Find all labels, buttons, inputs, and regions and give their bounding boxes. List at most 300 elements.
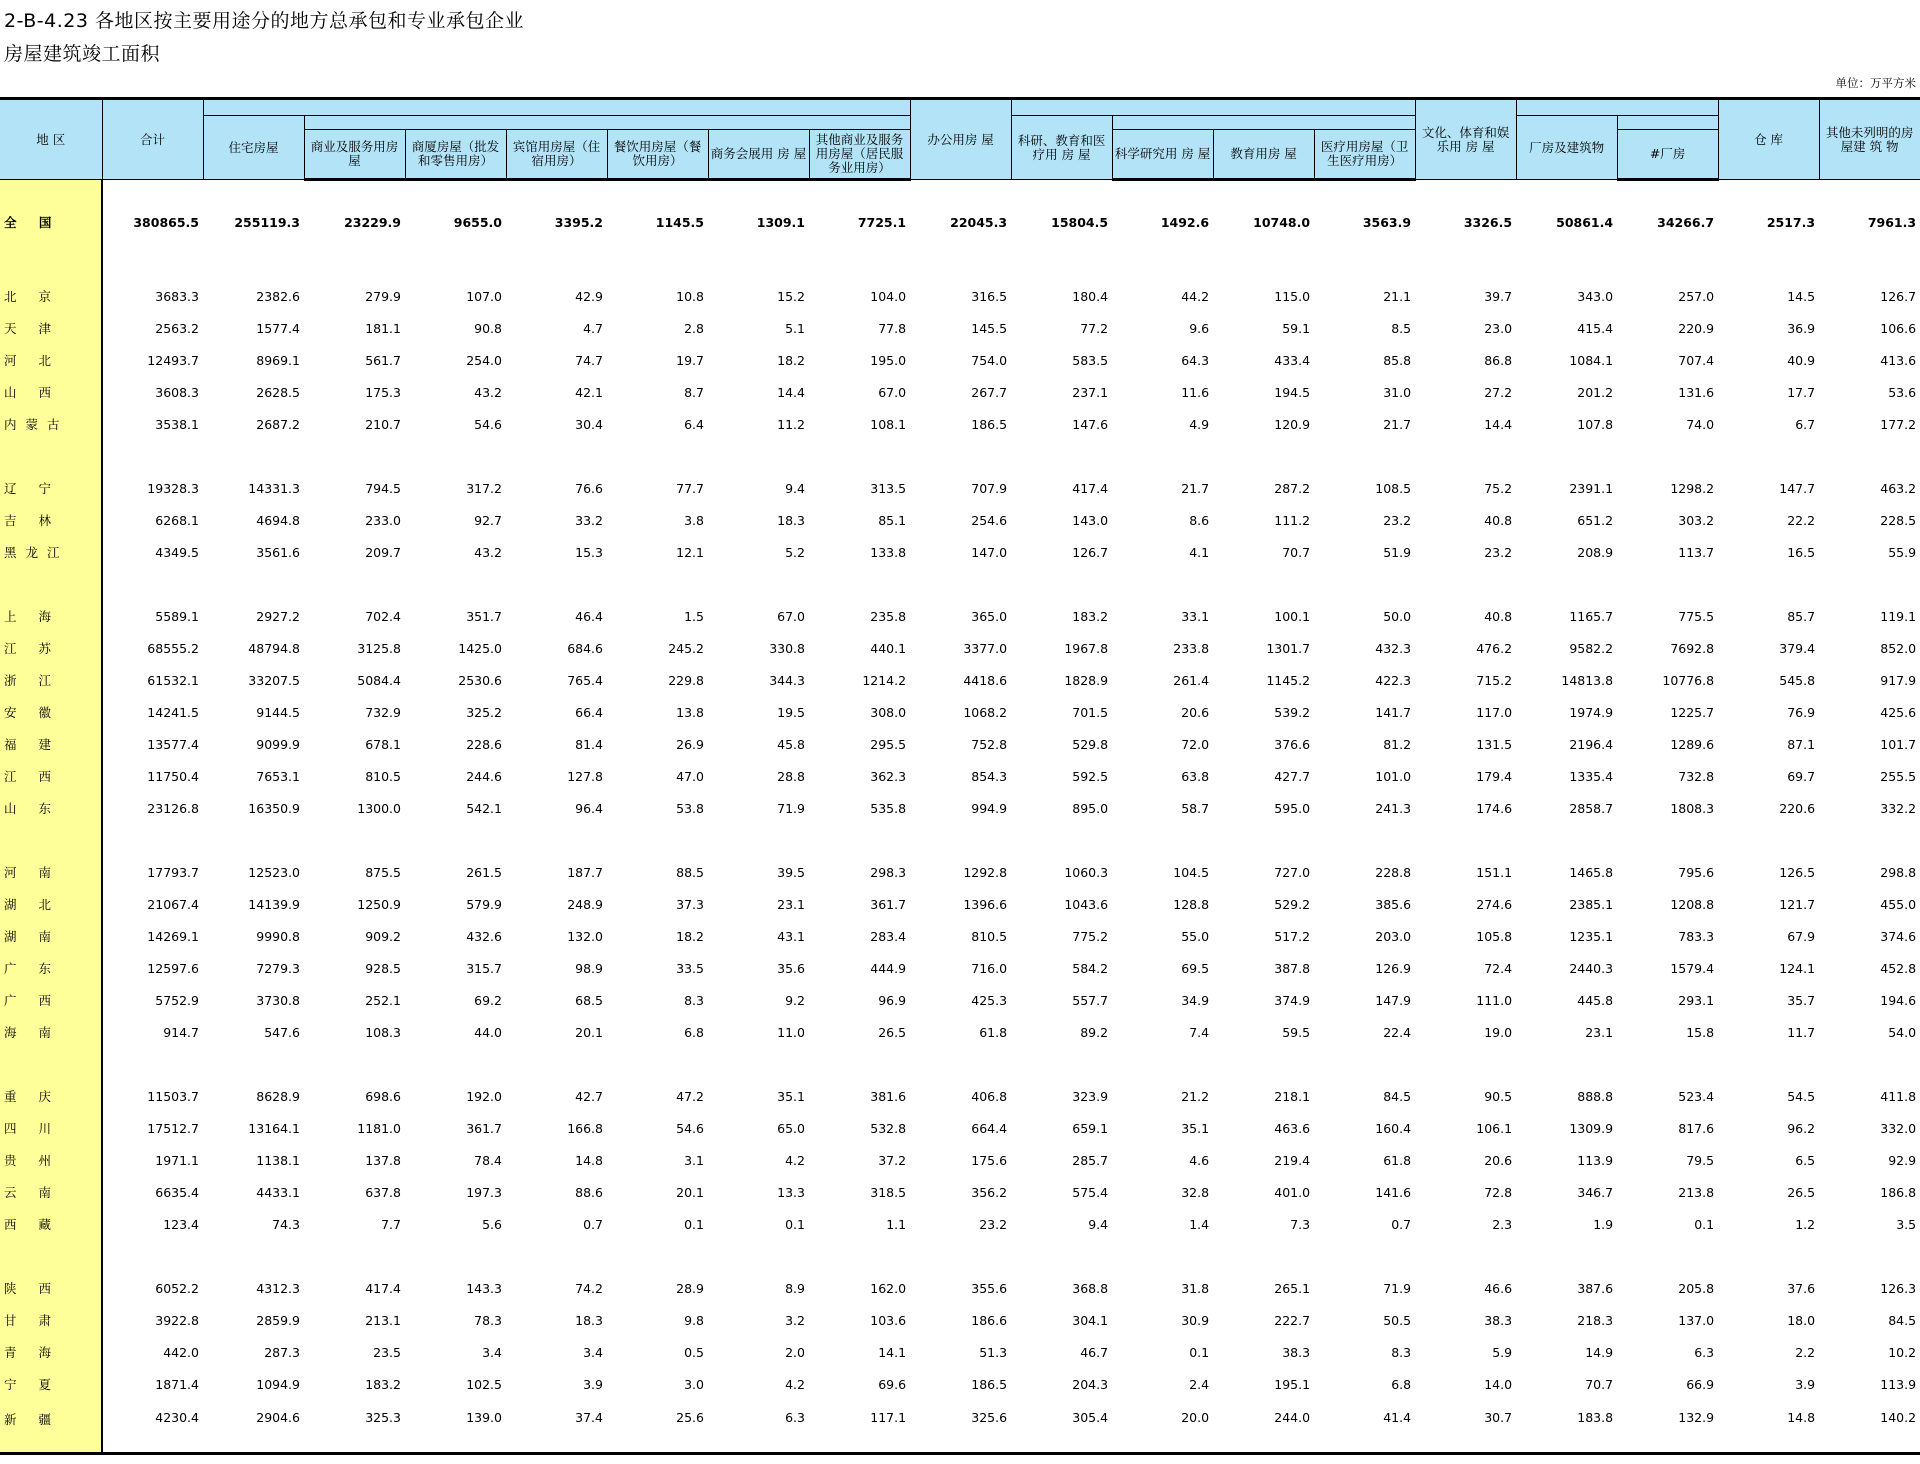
value-cell: 727.0	[1274, 864, 1311, 880]
value-cell: 13.3	[777, 1184, 805, 1200]
value-cell: 16350.9	[248, 800, 300, 816]
value-cell: 1309.1	[756, 214, 805, 230]
value-cell: 1068.2	[963, 704, 1008, 720]
value-cell: 1309.9	[1569, 1120, 1614, 1136]
value-cell: 255.5	[1880, 768, 1917, 784]
value-cell: 305.4	[1011, 1400, 1112, 1454]
value-cell: 1165.7	[1569, 608, 1614, 624]
value-cell: 228.6	[466, 736, 502, 752]
table-row	[0, 760, 1920, 792]
value-cell: 732.9	[365, 704, 401, 720]
value-cell: 192.0	[466, 1088, 502, 1104]
value-cell: 175.3	[365, 384, 401, 400]
value-cell: 452.8	[1880, 960, 1917, 976]
value-cell: 304.1	[1072, 1312, 1109, 1328]
value-cell: 3730.8	[256, 992, 300, 1008]
value-cell: 374.9	[1274, 992, 1311, 1008]
value-cell: 14.4	[1484, 416, 1513, 432]
value-cell: 2391.1	[1569, 480, 1614, 496]
value-cell: 257.0	[1678, 288, 1715, 304]
value-cell: 9655.0	[453, 214, 502, 230]
header-spacer-sci-sub	[1112, 116, 1415, 130]
table-row	[0, 1400, 1920, 1454]
value-cell: 1300.0	[357, 800, 401, 816]
value-cell: 287.3	[264, 1344, 300, 1360]
table-row	[0, 1112, 1920, 1144]
value-cell: 532.8	[870, 1120, 907, 1136]
header-total: 合计	[102, 99, 203, 180]
region-name: 上 海	[0, 600, 102, 632]
region-name: 江 苏	[0, 632, 102, 664]
value-cell: 2382.6	[256, 288, 300, 304]
value-cell: 27.2	[1484, 384, 1513, 400]
value-cell: 16.5	[1787, 544, 1816, 560]
value-cell: 89.2	[1080, 1024, 1109, 1040]
value-cell: 104.0	[870, 288, 907, 304]
table-row	[0, 600, 1920, 632]
value-cell: 287.2	[1274, 480, 1311, 496]
value-cell: 113.9	[1880, 1376, 1917, 1392]
region-name: 辽 宁	[0, 472, 102, 504]
table-row	[0, 952, 1920, 984]
value-cell: 69.6	[878, 1376, 907, 1392]
value-cell: 233.0	[365, 512, 401, 528]
value-cell: 183.2	[365, 1376, 401, 1392]
value-cell: 7279.3	[256, 960, 300, 976]
region-name: 西 藏	[0, 1208, 102, 1240]
value-cell: 77.2	[1080, 320, 1109, 336]
value-cell: 4433.1	[256, 1184, 300, 1200]
value-cell: 254.6	[971, 512, 1008, 528]
value-cell: 106.1	[1476, 1120, 1513, 1136]
value-cell: 994.9	[971, 800, 1008, 816]
value-cell: 30.4	[575, 416, 603, 432]
value-cell: 1225.7	[1670, 704, 1715, 720]
value-cell: 67.9	[1787, 928, 1816, 944]
value-cell: 35.1	[777, 1088, 805, 1104]
value-cell: 476.2	[1476, 640, 1513, 656]
value-cell: 92.9	[1888, 1152, 1917, 1168]
table-header	[0, 99, 1920, 180]
table-row	[0, 920, 1920, 952]
value-cell: 1145.5	[655, 214, 704, 230]
value-cell: 8969.1	[256, 352, 300, 368]
value-cell: 3.0	[684, 1376, 704, 1392]
value-cell: 37.6	[1787, 1280, 1816, 1296]
region-name: 山 西	[0, 376, 102, 408]
value-cell: 1971.1	[155, 1152, 199, 1168]
value-cell: 8.3	[1391, 1344, 1412, 1360]
value-cell: 90.8	[474, 320, 502, 336]
value-cell: 43.2	[474, 384, 502, 400]
value-cell: 325.3	[304, 1400, 405, 1454]
region-name: 吉 林	[0, 504, 102, 536]
value-cell: 34266.7	[1657, 214, 1715, 230]
value-cell: 96.9	[878, 992, 907, 1008]
value-cell: 124.1	[1779, 960, 1816, 976]
value-cell: 1.5	[684, 608, 704, 624]
value-cell: 1.9	[1593, 1216, 1614, 1232]
value-cell: 7.3	[1290, 1216, 1311, 1232]
value-cell: 0.5	[684, 1344, 704, 1360]
spacer-row	[0, 180, 1920, 197]
value-cell: 147.0	[971, 544, 1008, 560]
value-cell: 13577.4	[147, 736, 199, 752]
value-cell: 35.1	[1181, 1120, 1210, 1136]
value-cell: 201.2	[1577, 384, 1614, 400]
header-commercial-sub-2: 宾馆用房屋（住宿用房）	[506, 130, 607, 180]
region-name: 广 西	[0, 984, 102, 1016]
value-cell: 5.6	[482, 1216, 502, 1232]
value-cell: 23.2	[1383, 512, 1412, 528]
region-cell-empty	[0, 1048, 102, 1080]
value-cell: 11503.7	[147, 1088, 199, 1104]
header-commercial-sub-4: 商务会展用 房 屋	[708, 130, 809, 180]
value-cell: 5752.9	[155, 992, 199, 1008]
value-cell: 3377.0	[963, 640, 1008, 656]
value-cell: 8.9	[785, 1280, 805, 1296]
value-cell: 356.2	[971, 1184, 1008, 1200]
value-cell: 181.1	[365, 320, 401, 336]
value-cell: 2628.5	[256, 384, 300, 400]
value-cell: 2687.2	[256, 416, 300, 432]
value-cell: 14331.3	[248, 480, 300, 496]
value-cell: 6.7	[1795, 416, 1816, 432]
value-cell: 433.4	[1274, 352, 1311, 368]
value-cell: 298.8	[1880, 864, 1917, 880]
value-cell: 463.6	[1274, 1120, 1311, 1136]
table-row	[0, 696, 1920, 728]
value-cell: 2196.4	[1569, 736, 1614, 752]
value-cell: 914.7	[163, 1024, 199, 1040]
value-cell: 1292.8	[963, 864, 1008, 880]
value-cell: 64.3	[1181, 352, 1210, 368]
value-cell: 406.8	[971, 1088, 1008, 1104]
value-cell: 19.7	[676, 352, 704, 368]
value-cell: 22045.3	[950, 214, 1008, 230]
value-cell: 332.0	[1880, 1120, 1917, 1136]
value-cell: 78.4	[474, 1152, 502, 1168]
value-cell: 106.6	[1880, 320, 1917, 336]
value-cell: 2385.1	[1569, 896, 1614, 912]
value-cell: 23.5	[373, 1344, 401, 1360]
value-cell: 561.7	[365, 352, 401, 368]
value-cell: 1181.0	[357, 1120, 401, 1136]
value-cell: 33.1	[1181, 608, 1210, 624]
value-cell: 415.4	[1577, 320, 1614, 336]
spacer-row	[0, 1240, 1920, 1272]
value-cell: 222.7	[1274, 1312, 1311, 1328]
value-cell: 121.7	[1779, 896, 1816, 912]
value-cell: 126.7	[1072, 544, 1109, 560]
value-cell: 8.3	[684, 992, 704, 1008]
value-cell: 162.0	[870, 1280, 907, 1296]
header-spacer-factory	[1516, 99, 1718, 116]
value-cell: 1.4	[1189, 1216, 1210, 1232]
value-cell: 2858.7	[1569, 800, 1614, 816]
value-cell: 637.8	[365, 1184, 401, 1200]
value-cell: 5084.4	[357, 672, 401, 688]
unit-label: 单位：万平方米	[1835, 76, 1916, 90]
value-cell: 67.0	[878, 384, 907, 400]
value-cell: 92.7	[474, 512, 502, 528]
value-cell: 18.2	[676, 928, 704, 944]
value-cell: 103.6	[870, 1312, 907, 1328]
value-cell: 183.8	[1516, 1400, 1617, 1454]
value-cell: 51.9	[1383, 544, 1412, 560]
value-cell: 197.3	[466, 1184, 502, 1200]
value-cell: 255119.3	[234, 214, 300, 230]
value-cell: 1465.8	[1569, 864, 1614, 880]
value-cell: 141.6	[1375, 1184, 1412, 1200]
value-cell: 1967.8	[1064, 640, 1109, 656]
value-cell: 9.6	[1189, 320, 1210, 336]
value-cell: 115.0	[1274, 288, 1311, 304]
value-cell: 678.1	[365, 736, 401, 752]
value-cell: 3.5	[1896, 1216, 1917, 1232]
value-cell: 1425.0	[458, 640, 502, 656]
region-cell-empty	[0, 180, 102, 197]
value-cell: 54.0	[1888, 1024, 1917, 1040]
value-cell: 213.8	[1678, 1184, 1715, 1200]
value-cell: 37.4	[506, 1400, 607, 1454]
value-cell: 15.3	[575, 544, 603, 560]
value-cell: 702.4	[365, 608, 401, 624]
value-cell: 244.0	[1213, 1400, 1314, 1454]
region-name: 贵 州	[0, 1144, 102, 1176]
table-row	[0, 536, 1920, 568]
value-cell: 233.8	[1173, 640, 1210, 656]
value-cell: 754.0	[971, 352, 1008, 368]
value-cell: 752.8	[971, 736, 1008, 752]
value-cell: 387.6	[1577, 1280, 1614, 1296]
value-cell: 127.8	[567, 768, 603, 784]
value-cell: 3683.3	[155, 288, 199, 304]
value-cell: 344.3	[769, 672, 805, 688]
value-cell: 18.0	[1787, 1312, 1816, 1328]
value-cell: 2.8	[684, 320, 704, 336]
value-cell: 0.7	[1391, 1216, 1412, 1232]
value-cell: 3538.1	[155, 416, 199, 432]
value-cell: 143.3	[466, 1280, 502, 1296]
value-cell: 1.1	[886, 1216, 907, 1232]
value-cell: 98.9	[575, 960, 603, 976]
spacer-row	[0, 1048, 1920, 1080]
value-cell: 810.5	[971, 928, 1008, 944]
value-cell: 107.8	[1577, 416, 1614, 432]
value-cell: 707.9	[971, 480, 1008, 496]
value-cell: 18.3	[575, 1312, 603, 1328]
value-cell: 425.3	[971, 992, 1008, 1008]
value-cell: 15.8	[1686, 1024, 1715, 1040]
value-cell: 315.7	[466, 960, 502, 976]
value-cell: 14.1	[878, 1344, 907, 1360]
table-row	[0, 1304, 1920, 1336]
value-cell: 4.1	[1189, 544, 1210, 560]
value-cell: 102.5	[466, 1376, 502, 1392]
value-cell: 126.7	[1880, 288, 1917, 304]
value-cell: 413.6	[1880, 352, 1917, 368]
value-cell: 12.1	[676, 544, 704, 560]
value-cell: 13.8	[676, 704, 704, 720]
table-row	[0, 792, 1920, 824]
value-cell: 592.5	[1072, 768, 1109, 784]
value-cell: 14.8	[1718, 1400, 1819, 1454]
header-culture: 文化、体育和娱乐用 房 屋	[1415, 99, 1516, 180]
value-cell: 42.9	[575, 288, 603, 304]
value-cell: 365.0	[971, 608, 1008, 624]
value-cell: 67.0	[777, 608, 805, 624]
value-cell: 100.1	[1274, 608, 1311, 624]
value-cell: 213.1	[365, 1312, 401, 1328]
value-cell: 1301.7	[1266, 640, 1311, 656]
value-cell: 85.1	[878, 512, 907, 528]
value-cell: 28.8	[777, 768, 805, 784]
region-name: 重 庆	[0, 1080, 102, 1112]
value-cell: 810.5	[365, 768, 401, 784]
value-cell: 248.9	[567, 896, 603, 912]
value-cell: 444.9	[870, 960, 907, 976]
value-cell: 698.6	[365, 1088, 401, 1104]
value-cell: 595.0	[1274, 800, 1311, 816]
table-row	[0, 1208, 1920, 1240]
value-cell: 7692.8	[1670, 640, 1715, 656]
header-spacer-residential	[203, 99, 910, 116]
value-cell: 684.6	[567, 640, 603, 656]
value-cell: 716.0	[971, 960, 1008, 976]
header-region: 地 区	[0, 99, 102, 180]
value-cell: 20.0	[1112, 1400, 1213, 1454]
value-cell: 765.4	[567, 672, 603, 688]
value-cell: 285.7	[1072, 1152, 1109, 1168]
value-cell: 195.1	[1274, 1376, 1311, 1392]
value-cell: 332.2	[1880, 800, 1917, 816]
value-cell: 143.0	[1072, 512, 1109, 528]
value-cell: 523.4	[1678, 1088, 1715, 1104]
national-row	[0, 196, 1920, 248]
value-cell: 539.2	[1274, 704, 1311, 720]
value-cell: 7.7	[381, 1216, 401, 1232]
value-cell: 39.7	[1484, 288, 1513, 304]
value-cell: 313.5	[870, 480, 907, 496]
header-sci-sub-3: 医疗用房屋（卫生医疗用房）	[1314, 130, 1415, 180]
value-cell: 3.1	[684, 1152, 704, 1168]
value-cell: 0.1	[684, 1216, 704, 1232]
value-cell: 5.9	[1492, 1344, 1513, 1360]
spacer-row	[0, 824, 1920, 856]
value-cell: 411.8	[1880, 1088, 1917, 1104]
value-cell: 7653.1	[256, 768, 300, 784]
table-row	[0, 888, 1920, 920]
value-cell: 87.1	[1787, 736, 1816, 752]
value-cell: 85.7	[1787, 608, 1816, 624]
value-cell: 4.6	[1189, 1152, 1210, 1168]
value-cell: 325.6	[910, 1400, 1011, 1454]
region-name: 山 东	[0, 792, 102, 824]
value-cell: 40.8	[1484, 512, 1513, 528]
value-cell: 23.1	[777, 896, 805, 912]
value-cell: 928.5	[365, 960, 401, 976]
value-cell: 14.9	[1585, 1344, 1614, 1360]
value-cell: 875.5	[365, 864, 401, 880]
value-cell: 1871.4	[155, 1376, 199, 1392]
value-cell: 387.8	[1274, 960, 1311, 976]
value-cell: 35.6	[777, 960, 805, 976]
value-cell: 219.4	[1274, 1152, 1311, 1168]
value-cell: 50861.4	[1556, 214, 1614, 230]
value-cell: 19.0	[1484, 1024, 1513, 1040]
value-cell: 33.2	[575, 512, 603, 528]
value-cell: 218.3	[1577, 1312, 1614, 1328]
value-cell: 72.8	[1484, 1184, 1513, 1200]
value-cell: 79.5	[1686, 1152, 1715, 1168]
value-cell: 463.2	[1880, 480, 1917, 496]
region-name: 青 海	[0, 1336, 102, 1368]
header-commercial-sub-1: 商厦房屋（批发和零售用房）	[405, 130, 506, 180]
value-cell: 70.7	[1282, 544, 1311, 560]
value-cell: 228.5	[1880, 512, 1917, 528]
value-cell: 17512.7	[147, 1120, 199, 1136]
region-cell-empty	[0, 248, 102, 280]
value-cell: 9.4	[785, 480, 805, 496]
value-cell: 4349.5	[155, 544, 199, 560]
value-cell: 455.0	[1880, 896, 1917, 912]
value-cell: 88.5	[676, 864, 704, 880]
value-cell: 195.0	[870, 352, 907, 368]
value-cell: 51.3	[979, 1344, 1008, 1360]
value-cell: 701.5	[1072, 704, 1109, 720]
value-cell: 1396.6	[963, 896, 1008, 912]
value-cell: 316.5	[971, 288, 1008, 304]
value-cell: 54.5	[1787, 1088, 1816, 1104]
region-name: 安 徽	[0, 696, 102, 728]
spacer-cell	[102, 248, 1920, 280]
header-spacer-factory-sub	[1617, 116, 1718, 130]
value-cell: 96.4	[575, 800, 603, 816]
value-cell: 575.4	[1072, 1184, 1109, 1200]
value-cell: 120.9	[1274, 416, 1311, 432]
value-cell: 3.4	[482, 1344, 502, 1360]
table-row	[0, 312, 1920, 344]
value-cell: 137.8	[365, 1152, 401, 1168]
value-cell: 1138.1	[256, 1152, 300, 1168]
value-cell: 325.2	[466, 704, 502, 720]
value-cell: 61.8	[979, 1024, 1008, 1040]
value-cell: 9582.2	[1569, 640, 1614, 656]
value-cell: 10748.0	[1253, 214, 1311, 230]
value-cell: 151.1	[1476, 864, 1513, 880]
value-cell: 775.5	[1678, 608, 1715, 624]
value-cell: 4418.6	[963, 672, 1008, 688]
value-cell: 54.6	[474, 416, 502, 432]
value-cell: 374.6	[1880, 928, 1917, 944]
header-factory-sub: #厂房	[1617, 130, 1718, 180]
value-cell: 422.3	[1375, 672, 1412, 688]
value-cell: 715.2	[1476, 672, 1513, 688]
value-cell: 210.7	[365, 416, 401, 432]
value-cell: 7725.1	[857, 214, 907, 230]
table-subtitle: 房屋建筑竣工面积	[4, 43, 161, 65]
value-cell: 40.8	[1484, 608, 1513, 624]
value-cell: 69.5	[1181, 960, 1210, 976]
value-cell: 113.7	[1678, 544, 1715, 560]
value-cell: 8.6	[1189, 512, 1210, 528]
region-cell-empty	[0, 824, 102, 856]
value-cell: 6.8	[1391, 1376, 1412, 1392]
value-cell: 12597.6	[147, 960, 199, 976]
value-cell: 86.8	[1484, 352, 1513, 368]
value-cell: 19328.3	[147, 480, 199, 496]
